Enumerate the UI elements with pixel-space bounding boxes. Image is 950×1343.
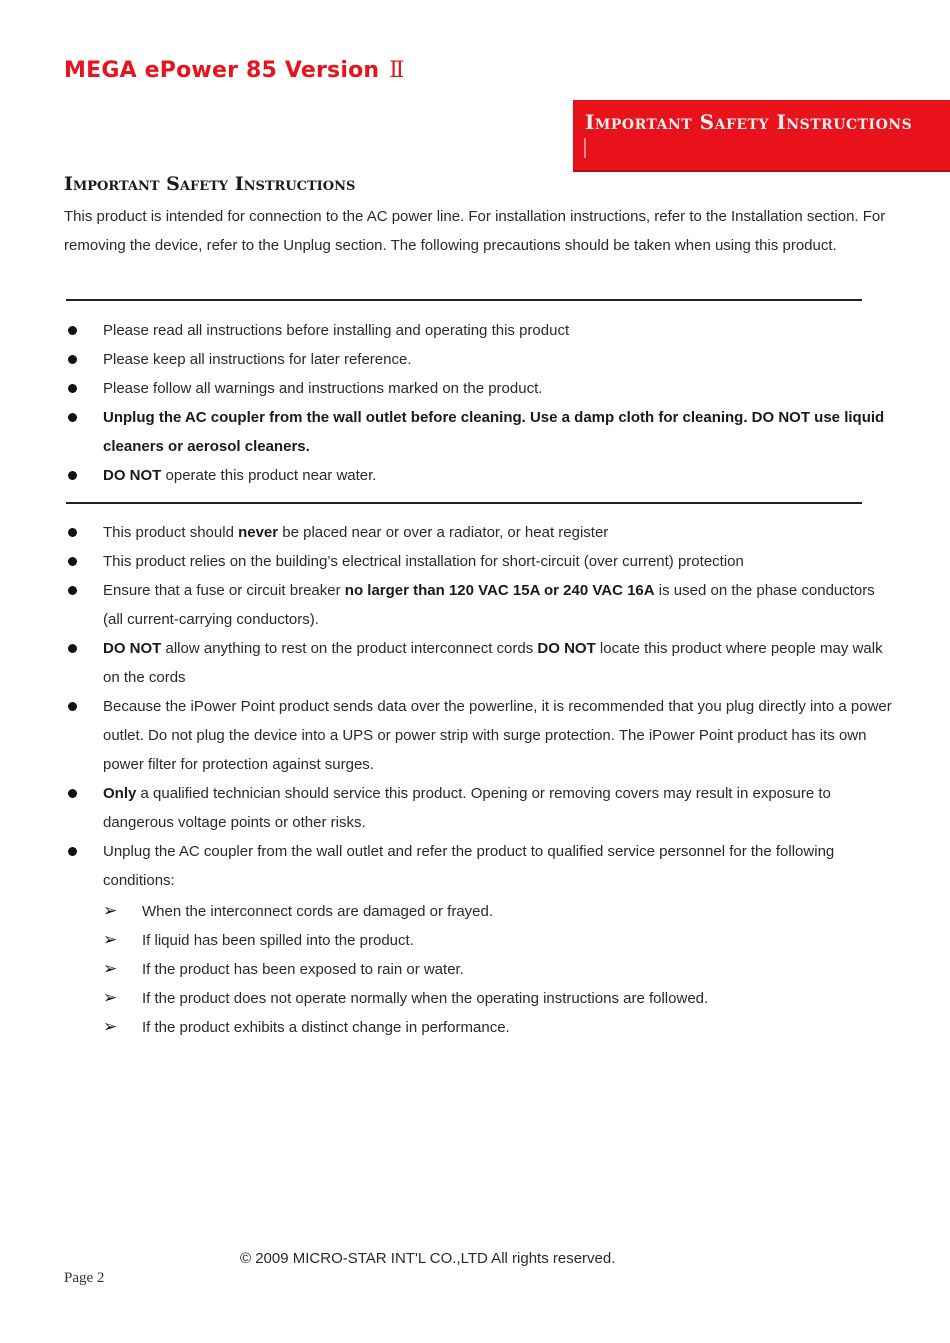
bullet-icon <box>68 557 77 566</box>
list-item: Please follow all warnings and instructions marked on the product. <box>64 374 894 403</box>
bullet-icon <box>68 644 77 653</box>
precautions-list-2 <box>64 518 894 1042</box>
divider-rule-middle <box>66 502 862 504</box>
banner-cursor-mark <box>584 138 586 158</box>
bullet-icon <box>68 384 77 393</box>
list-item: Because the iPower Point product sends data over the powerline, it is recommended that you plug directly into a power outlet. Do not plug the device into a UPS or power strip with surge protection. The iPower Point product has its own power filter for protection against surges. <box>64 692 894 779</box>
arrow-bullet-icon: ➢ <box>103 1017 118 1037</box>
bullet-icon <box>68 326 77 335</box>
bullet-icon <box>68 355 77 364</box>
condition-item: ➢ If the product does not operate normally when the operating instructions are followed. <box>103 984 894 1013</box>
section-banner <box>573 100 950 172</box>
bullet-icon <box>68 789 77 798</box>
list-item: This product relies on the building’s electrical installation for short-circuit (over current) protection <box>64 547 894 576</box>
list-item: DO NOT operate this product near water. <box>64 461 894 490</box>
document-title <box>64 58 404 83</box>
bullet-icon <box>68 528 77 537</box>
product-name: MEGA ePower 85 Version <box>64 58 380 83</box>
list-item: This product should never be placed near or over a radiator, or heat register <box>64 518 894 547</box>
list-item: Unplug the AC coupler from the wall outlet before cleaning. Use a damp cloth for cleaning. DO NOT use liquid cleaners or aerosol cleaners. <box>64 403 894 461</box>
bullet-icon <box>68 413 77 422</box>
list-item: Please keep all instructions for later reference. <box>64 345 894 374</box>
bullet-icon <box>68 702 77 711</box>
condition-item: ➢ If the product has been exposed to rain or water. <box>103 955 894 984</box>
intro-paragraph: This product is intended for connection to the AC power line. For installation instructions, refer to the Installation section. For removing the device, refer to the Unplug section. The following precautions should be taken when using this product. <box>64 208 886 254</box>
divider-rule-top <box>66 299 862 301</box>
bullet-icon <box>68 586 77 595</box>
arrow-bullet-icon: ➢ <box>103 988 118 1008</box>
condition-item: ➢ If the product exhibits a distinct change in performance. <box>103 1013 894 1042</box>
page-number: Page 2 <box>64 1270 105 1286</box>
version-mark: Ⅱ <box>389 58 405 83</box>
arrow-bullet-icon: ➢ <box>103 930 118 950</box>
bullet-icon <box>68 847 77 856</box>
section-heading: Important Safety Instructions <box>64 173 356 195</box>
list-item: Unplug the AC coupler from the wall outlet and refer the product to qualified service personnel for the following conditions: ➢ When the interconnect cords are damaged or frayed. ➢ If liquid has been spilled into the product. ➢ If the product has been exposed to rain or water. ➢ If the product does not operate normally when the operating instructions are followed. ➢ If the product exhibits a distinct change in performance. <box>64 837 894 1042</box>
list-item: Only a qualified technician should service this product. Opening or removing covers may result in exposure to dangerous voltage points or other risks. <box>64 779 894 837</box>
banner-text: Important Safety Instructions <box>585 110 913 134</box>
condition-item: ➢ If liquid has been spilled into the product. <box>103 926 894 955</box>
condition-item: ➢ When the interconnect cords are damaged or frayed. <box>103 897 894 926</box>
arrow-bullet-icon: ➢ <box>103 959 118 979</box>
copyright-footer: © 2009 MICRO-STAR INT'L CO.,LTD All rights reserved. <box>240 1250 616 1267</box>
bullet-icon <box>68 471 77 480</box>
arrow-bullet-icon: ➢ <box>103 901 118 921</box>
list-item: Ensure that a fuse or circuit breaker no larger than 120 VAC 15A or 240 VAC 16A is used on the phase conductors (all current-carrying conductors). <box>64 576 894 634</box>
list-item: Please read all instructions before installing and operating this product <box>64 316 894 345</box>
conditions-list <box>103 897 894 1042</box>
list-item: DO NOT allow anything to rest on the product interconnect cords DO NOT locate this product where people may walk on the cords <box>64 634 894 692</box>
precautions-list-1 <box>64 316 894 490</box>
